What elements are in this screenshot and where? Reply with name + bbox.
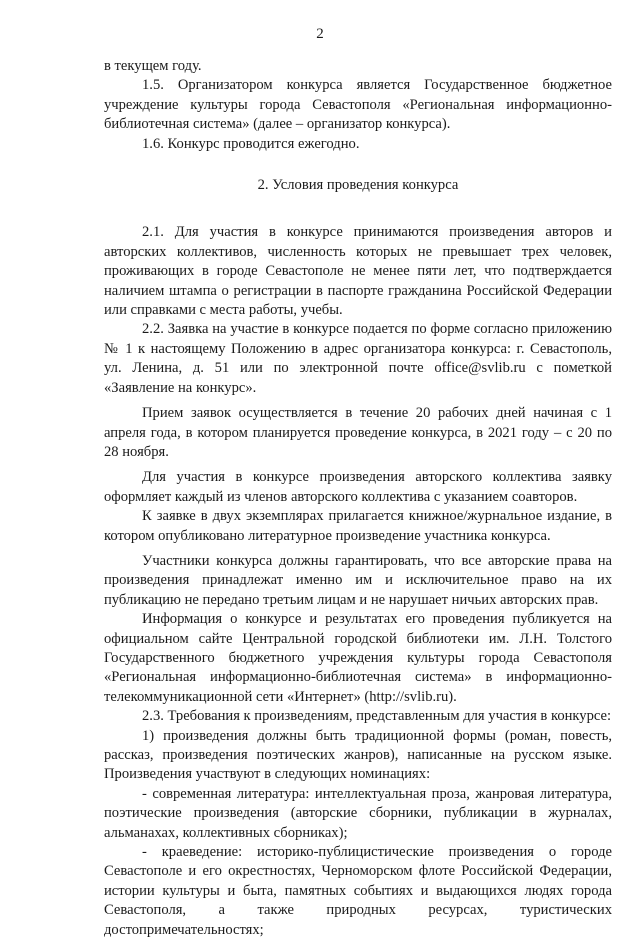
list-item-local-history: - краеведение: историко-публицистические произведения о городе Севастополе и его окрестностях, Черноморском флоте Российской Федерации, истории культуры и быта, памятных событиях и выдающихся людях города Севастополя, а также природных ресурсах, туристических достопримечательностях; xyxy=(104,844,612,938)
section-heading: 2. Условия проведения конкурса xyxy=(257,177,459,194)
paragraph-1-6: 1.6. Конкурс проводится ежегодно. xyxy=(142,135,360,152)
paragraph-collective-application: Для участия в конкурсе произведения авторского коллектива заявку оформляет каждый из членов авторского коллектива с указанием соавторов. xyxy=(104,469,612,505)
document-body xyxy=(104,57,612,940)
paragraph-copyright: Участники конкурса должны гарантировать, что все авторские права на произведения принадлежат именно им и исключительное право на их публикацию не передано третьим лицам и не нарушает ничьих авторских прав. xyxy=(104,552,612,608)
paragraph-continuation: в текущем году. xyxy=(104,58,202,74)
paragraph-1-5: 1.5. Организатором конкурса является Государственное бюджетное учреждение культуры города Севастополя «Региональная информационно-библиотечная система» (далее – организатор конкурса). xyxy=(104,77,612,133)
list-item-modern-literature: - современная литература: интеллектуальная проза, жанровая литература, поэтические произведения (авторские сборники, публикации в журналах, альманахах, коллективных сборниках); xyxy=(104,785,612,841)
paragraph-applications-period: Прием заявок осуществляется в течение 20 рабочих дней начиная с 1 апреля года, в котором планируется проведение конкурса, в 2021 году – с 20 по 28 ноября. xyxy=(104,405,612,460)
paragraph-attachment: К заявке в двух экземплярах прилагается книжное/журнальное издание, в котором опубликовано литературное произведение участника конкурса. xyxy=(104,508,612,544)
page-number: 2 xyxy=(316,26,324,42)
paragraph-2-3: 2.3. Требования к произведениям, представленным для участия в конкурсе: xyxy=(142,708,612,725)
paragraph-information: Информация о конкурсе и результатах его проведения публикуется на официальном сайте Центральной городской библиотеки им. Л.Н. Толстого Государственного бюджетного учреждения культуры города Севастополя «Региональная информационно-библиотечная система» в информационно-телекоммуникационной сети «Интернет» (http://svlib.ru). xyxy=(104,611,612,705)
paragraph-2-1: 2.1. Для участия в конкурсе принимаются произведения авторов и авторских коллективов, численность которых не превышает трех человек, проживающих в городе Севастополе не менее пяти лет, что подтверждается наличием штампа о регистрации в паспорте гражданина Российской Федерации или справками с места работы, учебы. xyxy=(104,224,612,319)
paragraph-requirements-1: 1) произведения должны быть традиционной формы (роман, повесть, рассказ, произведения поэтических жанров), написанные на русском языке. Произведения участвуют в следующих номинациях: xyxy=(104,727,612,783)
paragraph-2-2: 2.2. Заявка на участие в конкурсе подается по форме согласно приложению № 1 к настоящему Положению в адрес организатора конкурса: г. Севастополь, ул. Ленина, д. 51 или по электронной почте office@svlib.ru с пометкой «Заявление на конкурс». xyxy=(104,321,612,396)
